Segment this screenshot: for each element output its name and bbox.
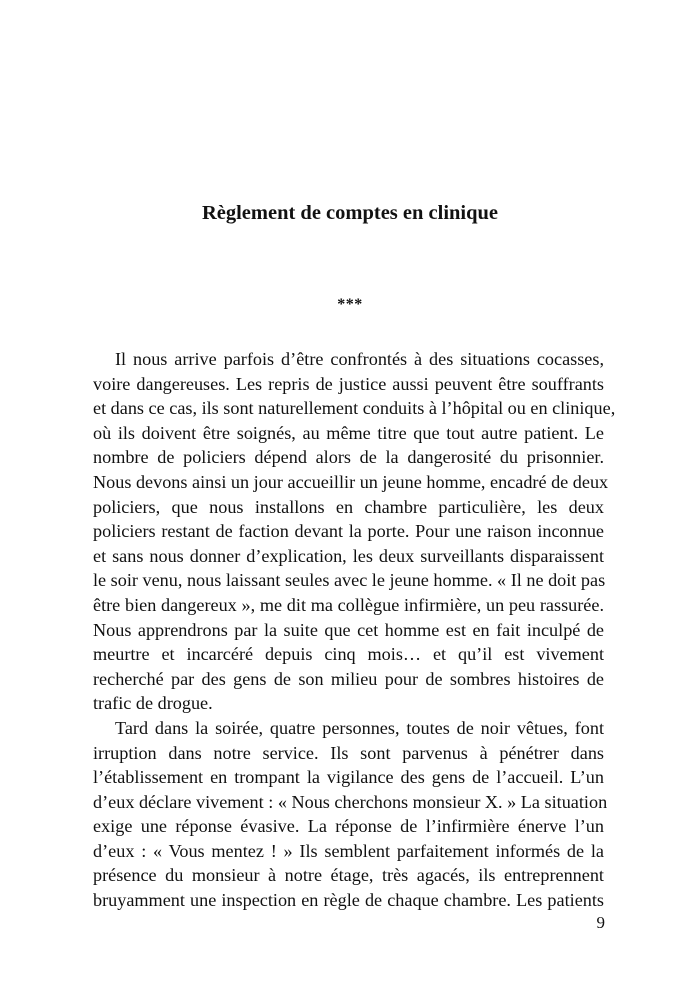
text-line: Nous apprendrons par la suite que cet homme est en fait inculpé de (93, 619, 604, 640)
chapter-title: Règlement de comptes en clinique (201, 202, 499, 224)
text-line: recherché par des gens de son milieu pour de sombres histoires de (93, 668, 604, 689)
text-line: et sans nous donner d’explication, les deux surveillants disparaissent (93, 545, 604, 566)
section-separator: *** (337, 296, 363, 313)
text-line: irruption dans notre service. Ils sont parvenus à pénétrer dans (93, 742, 604, 763)
text-line: d’eux déclare vivement : « Nous cherchons monsieur X. » La situation (93, 791, 608, 812)
text-line: et dans ce cas, ils sont naturellement conduits à l’hôpital ou en clinique, (93, 398, 616, 419)
text-line: policiers restant de faction devant la porte. Pour une raison inconnue (93, 521, 604, 542)
text-line: Il nous arrive parfois d’être confrontés à des situations cocasses, (115, 349, 604, 369)
text-line: policiers, que nous installons en chambre particulière, les deux (93, 496, 604, 517)
text-line: voire dangereuses. Les repris de justice aussi peuvent être souffrants (93, 373, 604, 394)
text-line: où ils doivent être soignés, au même titre que tout autre patient. Le (93, 422, 604, 443)
text-line: être bien dangereux », me dit ma collègue infirmière, un peu rassurée. (93, 594, 604, 615)
text-line: trafic de drogue. (93, 693, 213, 714)
text-line: Tard dans la soirée, quatre personnes, toutes de noir vêtues, font (115, 717, 604, 738)
text-line: le soir venu, nous laissant seules avec le jeune homme. « Il ne doit pas (93, 570, 606, 591)
text-line: présence du monsieur à notre étage, très agacés, ils entreprennent (93, 865, 604, 886)
page-number: 9 (596, 913, 605, 932)
text-line: Nous devons ainsi un jour accueillir un jeune homme, encadré de deux (93, 471, 609, 492)
body-text (93, 347, 616, 913)
text-line: bruyamment une inspection en règle de chaque chambre. Les patients (93, 890, 604, 911)
text-line: nombre de policiers dépend alors de la dangerosité du prisonnier. (93, 447, 604, 468)
text-line: d’eux : « Vous mentez ! » Ils semblent parfaitement informés de la (93, 840, 604, 861)
text-line: exige une réponse évasive. La réponse de l’infirmière énerve l’un (93, 816, 604, 837)
text-line: l’établissement en trompant la vigilance des gens de l’accueil. L’un (93, 767, 604, 788)
text-line: meurtre et incarcéré depuis cinq mois… et qu’il est vivement (93, 644, 604, 665)
